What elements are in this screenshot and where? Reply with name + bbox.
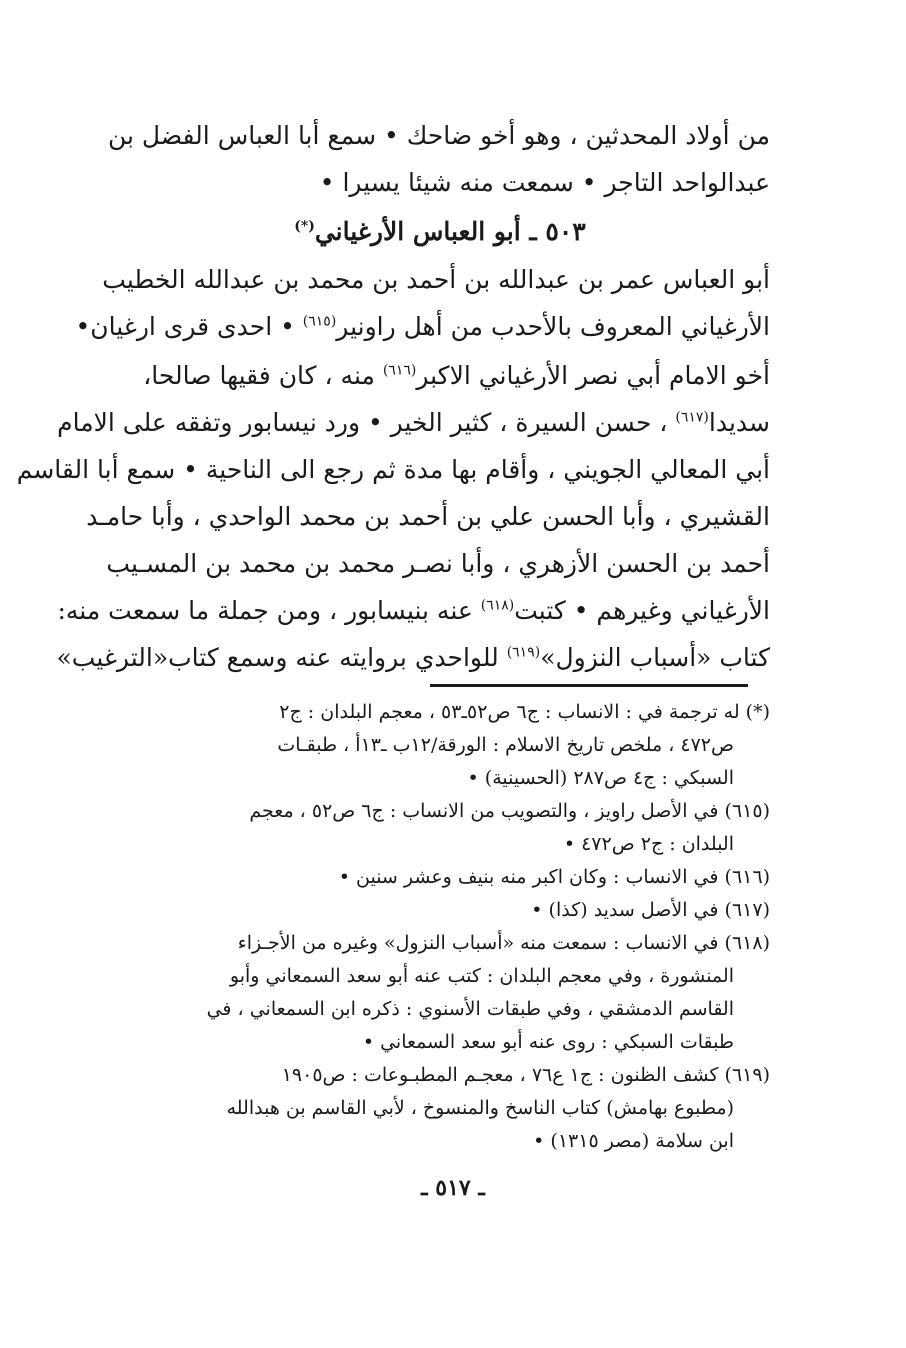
p2-line-4-text: القشيري ، وأبا الحسن علي بن أحمد بن محمد الواحدي ، وأبا حامـد [86,502,770,531]
footnote-line: المنشورة ، وفي معجم البلدان : كتب عنه أبو سعد السمعاني وأبو [229,965,734,987]
footnote-618 [108,927,770,1059]
footnotes [108,696,770,1158]
intro-paragraph [107,112,770,206]
footnote-mark: (٦١٥) [724,800,770,822]
page-number: ـ ٥١٧ ـ [421,1175,485,1201]
footnote-line [108,1059,770,1092]
intro-line-2: عبدالواحد التاجر • سمعت منه شيئا يسيرا • [319,168,770,197]
footnote-615 [108,795,770,861]
p2-line-6 [57,587,770,634]
p2-line-2-after: ، حسن السيرة ، كثير الخير • ورد نيسابور وتفقه على الامام [57,408,676,437]
footnote-text: له ترجمة في : الانساب : ج٦ ص٥٢ـ٥٣ ، معجم البلدان : ج٢ [279,701,740,723]
footnote-line [108,861,770,894]
footnote-ref-619: (٦١٩) [506,644,541,661]
p2-line-5-text: أحمد بن الحسن الأزهري ، وأبا نصـر محمد بن محمد بن المسـيب [106,549,770,578]
p2-line-7 [56,634,770,681]
footnote-ref-617: (٦١٧) [675,409,709,426]
footnote-line [108,696,770,729]
footnote-ref-615: (٦١٥) [302,313,337,330]
p2-line-5 [106,540,770,587]
footnote-line [108,795,770,828]
p2-line-7-after: للواحدي بروايته عنه وسمع كتاب«الترغيب» [56,643,507,672]
p2-line-2-text: سديدا [708,408,770,437]
footnote-text: كشف الظنون : ج١ ع٧٦ ، معجـم المطبـوعات : ص١٩٠٥ [281,1064,719,1086]
p2-line-3-text: أبي المعالي الجويني ، وأقام بها مدة ثم رجع الى الناحية • سمع أبا القاسم [16,455,770,484]
footnote-line: ص٤٧٢ ، ملخص تاريخ الاسلام : الورقة/١٢ب ـ١٣أ ، طبقـات [277,734,734,756]
footnote-star [108,696,770,795]
footnote-619 [108,1059,770,1158]
footnote-text: في الانساب : سمعت منه «أسباب النزول» وغيره من الأجـزاء [237,932,719,954]
footnote-line: السبكي : ج٤ ص٢٨٧ (الحسينية) • [467,767,734,789]
p1-line-2 [75,303,770,350]
footnote-separator [430,684,748,687]
footnote-line [108,927,770,960]
footnote-ref-616: (٦١٦) [382,362,417,379]
footnote-line [108,894,770,927]
footnote-mark: (*) [745,701,770,723]
p1-line-1 [102,256,770,303]
footnote-line: البلدان : ج٢ ص٤٧٢ • [563,833,734,855]
footnote-text: في الانساب : وكان اكبر منه بنيف وعشر سنين • [338,866,719,888]
p2-line-3 [16,446,770,493]
entry-paragraph-2 [16,352,770,681]
entry-paragraph-1 [75,256,770,350]
footnote-617 [108,894,770,927]
entry-heading [110,210,770,254]
intro-line-1: من أولاد المحدثين ، وهو أخو ضاحك • سمع أبا العباس الفضل بن [107,121,770,150]
footnote-mark: (٦١٨) [724,932,770,954]
p2-line-6-after: عنه بنيسابور ، ومن جملة ما سمعت منه: [57,596,481,625]
entry-heading-text: ٥٠٣ ـ أبو العباس الأرغياني [314,217,586,246]
footnote-mark: (٦١٩) [724,1064,770,1086]
p1-line-2-text: الأرغياني المعروف بالأحدب من أهل راونير [336,312,770,341]
p2-line-4 [86,493,770,540]
p2-line-1-text: أخو الامام أبي نصر الأرغياني الاكبر [416,361,770,390]
footnote-ref-618: (٦١٨) [480,597,515,614]
footnote-616 [108,861,770,894]
footnote-text: في الأصل سديد (كذا) • [531,899,719,921]
p2-line-2 [57,399,770,446]
footnote-line: طبقات السبكي : روى عنه أبو سعد السمعاني • [362,1031,734,1053]
footnote-text: في الأصل راويز ، والتصويب من الانساب : ج٦ ص٥٢ ، معجم [249,800,719,822]
footnote-line: ابن سلامة (مصر ١٣١٥) • [533,1130,734,1152]
footnote-mark: (٦١٧) [724,899,770,921]
p2-line-1 [110,352,770,399]
p2-line-7-text: كتاب «أسباب النزول» [540,643,770,672]
footnote-line: (مطبوع بهامش) كتاب الناسخ والمنسوخ ، لأبي القاسم بن هبدالله [226,1097,734,1119]
entry-heading-mark: (*) [294,218,315,235]
p1-line-1-text: أبو العباس عمر بن عبدالله بن أحمد بن محمد بن عبدالله الخطيب [102,265,770,294]
footnote-line: القاسم الدمشقي ، وفي طبقات الأسنوي : ذكره ابن السمعاني ، في [206,998,734,1020]
p1-line-2-after: • احدى قرى ارغيان• [75,312,303,341]
p2-line-6-text: الأرغياني وغيرهم • كتبت [514,596,770,625]
p2-line-1-after: منه ، كان فقيها صالحا، [143,361,383,390]
footnote-mark: (٦١٦) [724,866,770,888]
